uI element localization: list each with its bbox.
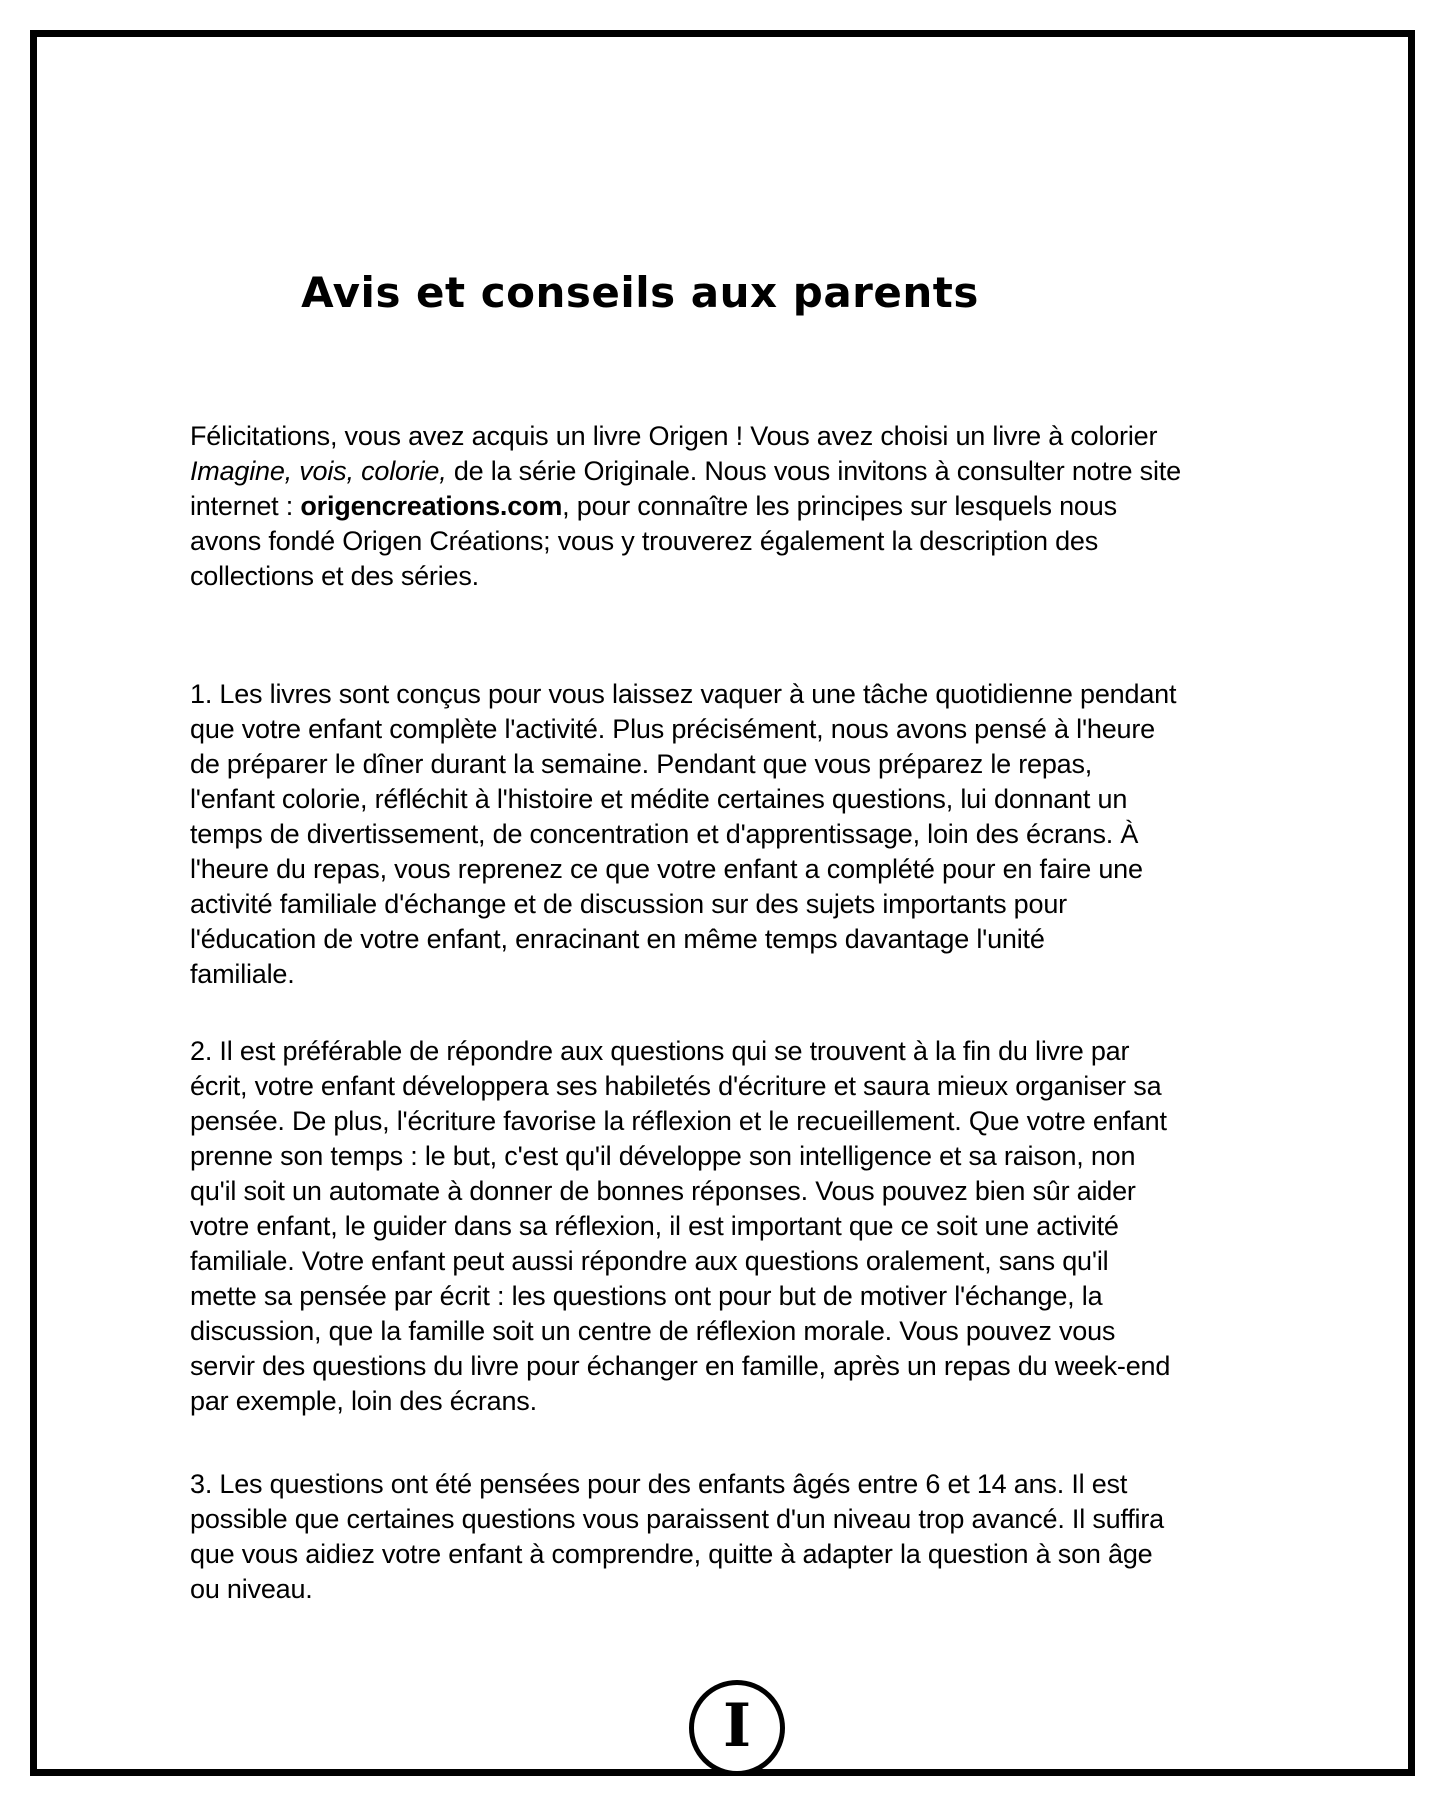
website-text: origencreations.com: [300, 491, 563, 521]
text-segment: l'enfant colorie, réfléchit à l'histoire et médite certaines questions, lui donnant un: [190, 784, 1128, 814]
paragraph-point-1: [190, 677, 1177, 992]
text-line: [190, 489, 1117, 524]
text-segment: l'heure du repas, vous reprenez ce que votre enfant a complété pour en faire une: [190, 854, 1143, 884]
circled-i-logo: [689, 1680, 785, 1776]
text-line: [190, 1502, 1164, 1537]
text-segment: servir des questions du livre pour échanger en famille, après un repas du week-end: [190, 1351, 1171, 1381]
text-line: [190, 677, 1177, 712]
text-line: [190, 559, 1100, 594]
text-segment: Imagine, vois, colorie,: [190, 456, 447, 486]
page-title: Avis et conseils aux parents: [301, 268, 979, 317]
paragraph-point-2: [190, 1034, 1171, 1419]
text-line: [190, 1069, 1162, 1104]
text-line: [190, 454, 1181, 489]
paragraph-point-3: [190, 1467, 1164, 1607]
text-line: [190, 1537, 1153, 1572]
text-segment: votre enfant, le guider dans sa réflexion, il est important que ce soit une activité: [190, 1211, 1119, 1241]
text-segment: familiale. Votre enfant peut aussi répondre aux questions oralement, sans qu'il: [190, 1246, 1109, 1276]
text-line: [190, 852, 1143, 887]
text-segment: temps de divertissement, de concentration et d'apprentissage, loin des écrans. À: [190, 819, 1139, 849]
text-line: [190, 1279, 1103, 1314]
text-line: [190, 1572, 1100, 1607]
text-line: [190, 712, 1155, 747]
text-segment: par exemple, loin des écrans.: [190, 1386, 537, 1416]
text-line: [190, 1174, 1136, 1209]
text-line: [190, 922, 1100, 957]
text-segment: avons fondé Origen Créations; vous y trouverez également la description des: [190, 526, 1099, 556]
text-line: [190, 1244, 1109, 1279]
text-line: [190, 957, 1100, 992]
text-segment: discussion, que la famille soit un centre de réflexion morale. Vous pouvez vous: [190, 1316, 1116, 1346]
text-line: [190, 1104, 1167, 1139]
text-segment: de préparer le dîner durant la semaine. Pendant que vous préparez le repas,: [190, 749, 1093, 779]
text-segment: écrit, votre enfant développera ses habiletés d'écriture et saura mieux organiser sa: [190, 1071, 1162, 1101]
text-segment: l'éducation de votre enfant, enracinant en même temps davantage l'unité: [190, 924, 1045, 954]
text-line: [190, 747, 1100, 782]
text-segment: Félicitations, vous avez acquis un livre Origen ! Vous avez choisi un livre à colorier: [190, 421, 1158, 451]
text-segment: ou niveau.: [190, 1574, 313, 1604]
text-line: [190, 1034, 1130, 1069]
text-segment: mette sa pensée par écrit : les questions ont pour but de motiver l'échange, la: [190, 1281, 1103, 1311]
text-segment: pensée. De plus, l'écriture favorise la réflexion et le recueillement. Que votre enfant: [190, 1106, 1167, 1136]
text-line: [190, 887, 1100, 922]
text-segment: 3. Les questions ont été pensées pour des enfants âgés entre 6 et 14 ans. Il est: [190, 1469, 1128, 1499]
text-segment: internet :: [190, 491, 301, 521]
text-line: [190, 1384, 1100, 1419]
text-segment: de la série Originale. Nous vous invitons à consulter notre site: [446, 456, 1181, 486]
logo-letter: I: [722, 1691, 752, 1761]
text-line: [190, 1314, 1116, 1349]
text-line: [190, 1349, 1171, 1384]
text-line: [190, 524, 1100, 559]
text-line: [190, 817, 1139, 852]
paragraph-intro: [190, 419, 1181, 594]
text-segment: , pour connaître les principes sur lesquels nous: [562, 491, 1117, 521]
text-line: [190, 1209, 1119, 1244]
text-segment: familiale.: [190, 959, 295, 989]
text-segment: qu'il soit un automate à donner de bonnes réponses. Vous pouvez bien sûr aider: [190, 1176, 1136, 1206]
text-line: [190, 1139, 1136, 1174]
text-segment: collections et des séries.: [190, 561, 479, 591]
text-segment: que vous aidiez votre enfant à comprendre, quitte à adapter la question à son âge: [190, 1539, 1153, 1569]
text-segment: possible que certaines questions vous paraissent d'un niveau trop avancé. Il suffira: [190, 1504, 1164, 1534]
text-segment: prenne son temps : le but, c'est qu'il développe son intelligence et sa raison, non: [190, 1141, 1136, 1171]
text-segment: que votre enfant complète l'activité. Plus précisément, nous avons pensé à l'heure: [190, 714, 1155, 744]
text-segment: 1. Les livres sont conçus pour vous laissez vaquer à une tâche quotidienne pendant: [190, 679, 1177, 709]
text-line: [190, 782, 1128, 817]
text-segment: activité familiale d'échange et de discussion sur des sujets importants pour: [190, 889, 1067, 919]
text-line: [190, 419, 1158, 454]
text-segment: 2. Il est préférable de répondre aux questions qui se trouvent à la fin du livre par: [190, 1036, 1130, 1066]
text-line: [190, 1467, 1128, 1502]
